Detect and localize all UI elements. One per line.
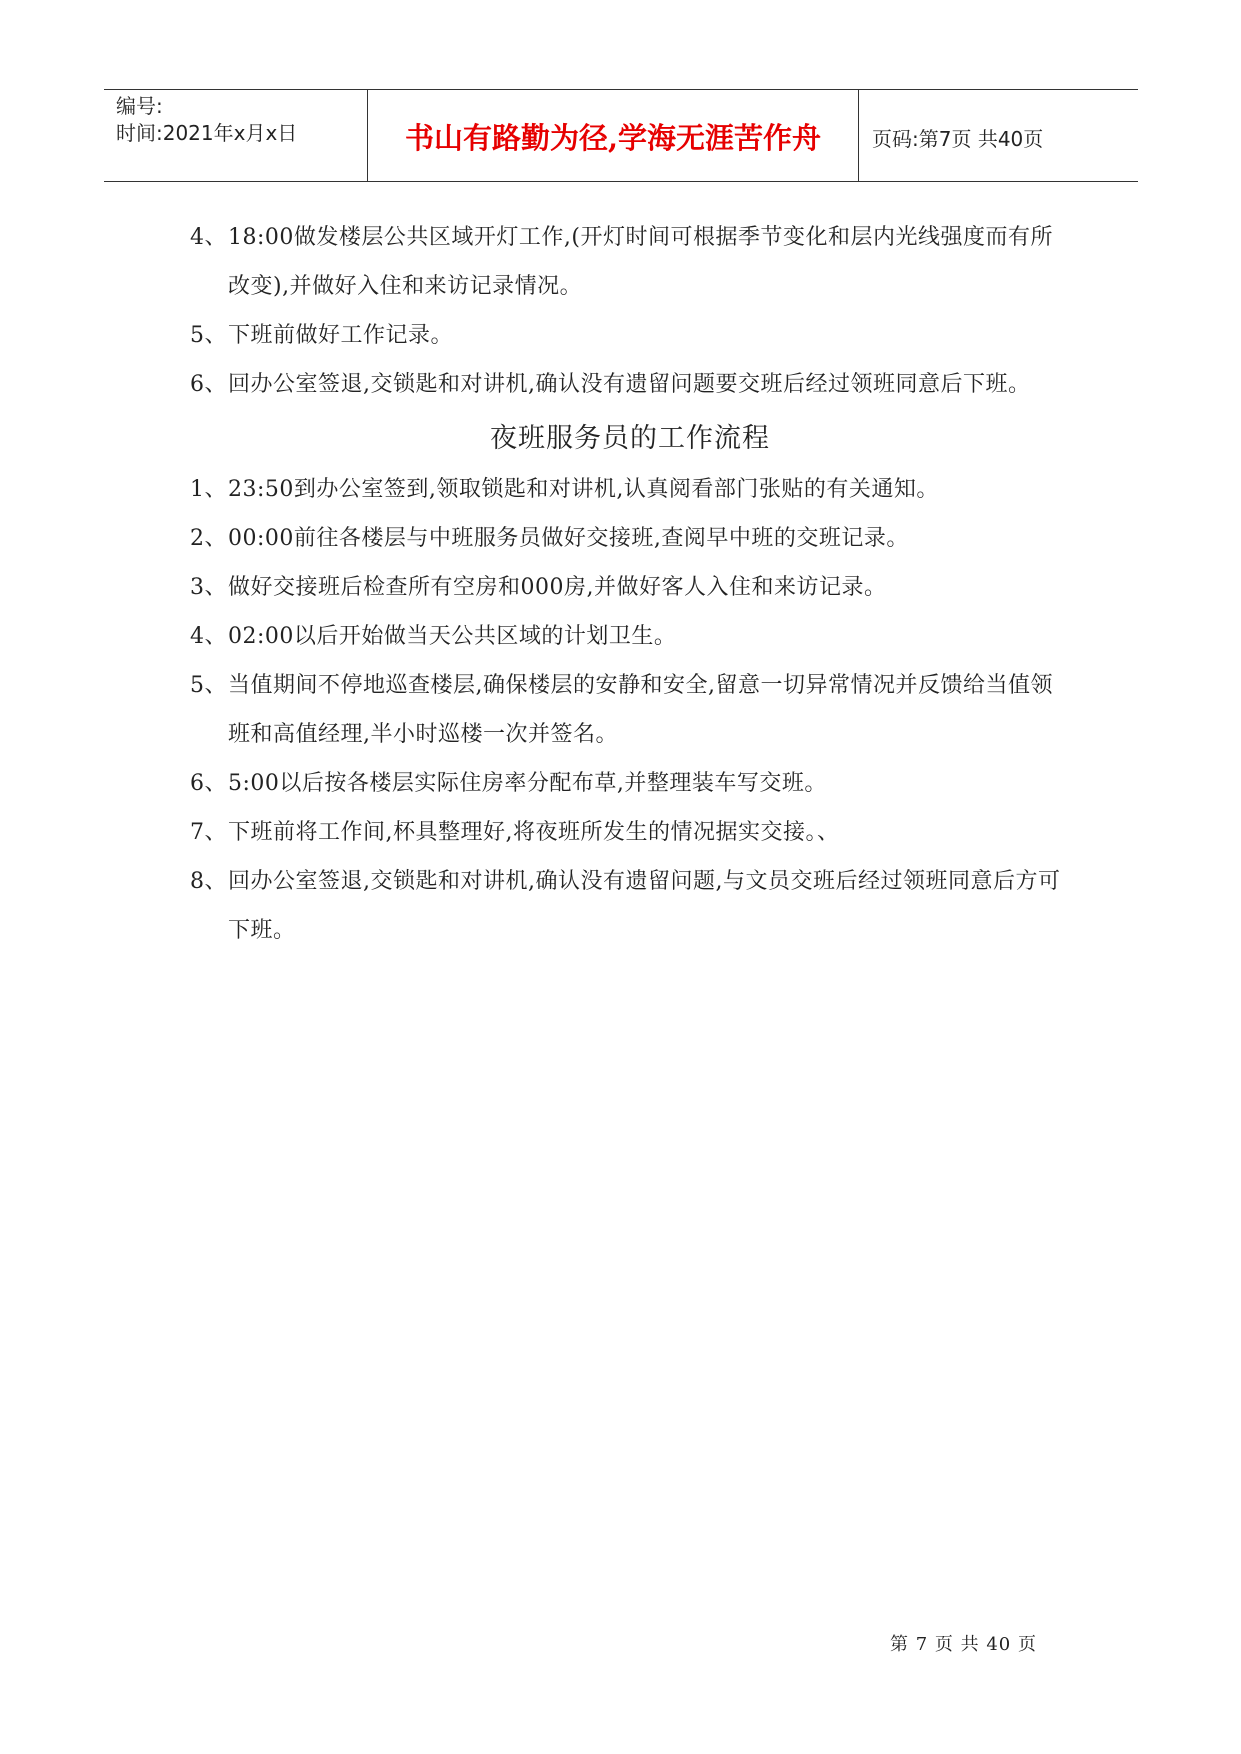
item-text: 18:00做发楼层公共区域开灯工作,(开灯时间可根据季节变化和层内光线强度而有所改变),并做好入住和来访记录情况。	[228, 225, 1053, 299]
item-text: 下班前将工作间,杯具整理好,将夜班所发生的情况据实交接。、	[228, 820, 840, 845]
item-number: 2、	[190, 526, 227, 551]
list-item	[190, 563, 1070, 612]
item-text: 回办公室签退,交锁匙和对讲机,确认没有遗留问题,与文员交班后经过领班同意后方可下班。	[228, 869, 1061, 943]
item-number: 6、	[190, 372, 227, 397]
item-number: 5、	[190, 673, 227, 698]
header-divider	[858, 90, 859, 181]
document-header	[104, 89, 1138, 182]
item-number: 6、	[190, 771, 227, 796]
item-text: 下班前做好工作记录。	[228, 323, 454, 348]
item-text: 回办公室签退,交锁匙和对讲机,确认没有遗留问题要交班后经过领班同意后下班。	[228, 372, 1031, 397]
list-item	[190, 465, 1070, 514]
list-item	[190, 857, 1070, 955]
header-meta	[116, 93, 297, 147]
list-item	[190, 360, 1070, 409]
document-body	[190, 213, 1070, 955]
item-number: 4、	[190, 624, 227, 649]
item-text: 做好交接班后检查所有空房和000房,并做好客人入住和来访记录。	[228, 575, 887, 600]
item-text: 23:50到办公室签到,领取锁匙和对讲机,认真阅看部门张贴的有关通知。	[228, 477, 939, 502]
list-item	[190, 514, 1070, 563]
header-page-info: 页码:第7页 共40页	[872, 127, 1044, 151]
item-number: 4、	[190, 225, 227, 250]
list-item	[190, 808, 1070, 857]
list-item	[190, 213, 1070, 311]
item-number: 1、	[190, 477, 227, 502]
header-motto: 书山有路勤为径,学海无涯苦作舟	[404, 121, 822, 155]
item-number: 8、	[190, 869, 227, 894]
item-number: 3、	[190, 575, 227, 600]
list-item	[190, 759, 1070, 808]
section-title: 夜班服务员的工作流程	[490, 423, 770, 454]
document-time: 时间:2021年x月x日	[116, 121, 298, 145]
item-text: 00:00前往各楼层与中班服务员做好交接班,查阅早中班的交班记录。	[228, 526, 909, 551]
item-number: 5、	[190, 323, 227, 348]
list-item	[190, 612, 1070, 661]
list-item	[190, 661, 1070, 759]
list-item	[190, 311, 1070, 360]
item-number: 7、	[190, 820, 227, 845]
page-footer: 第 7 页 共 40 页	[890, 1634, 1037, 1655]
item-text: 当值期间不停地巡查楼层,确保楼层的安静和安全,留意一切异常情况并反馈给当值领班和高值经理,半小时巡楼一次并签名。	[228, 673, 1053, 747]
item-text: 02:00以后开始做当天公共区域的计划卫生。	[228, 624, 677, 649]
item-text: 5:00以后按各楼层实际住房率分配布草,并整理装车写交班。	[228, 771, 827, 796]
document-number: 编号:	[116, 94, 163, 118]
